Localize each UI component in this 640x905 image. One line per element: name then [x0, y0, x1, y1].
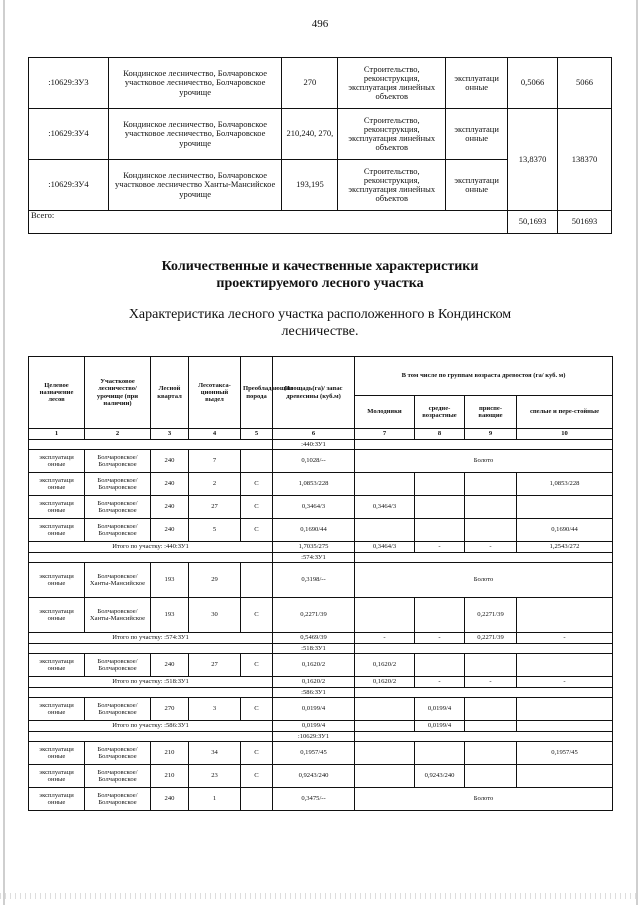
species-cell: С — [241, 765, 273, 788]
section-spacer — [29, 553, 273, 563]
subtotal-mature: - — [517, 677, 613, 688]
section-spacer — [29, 732, 273, 742]
use-cell: эксплуатаци онные — [446, 109, 508, 160]
quarter-cell: 193 — [151, 563, 189, 598]
area-cell: 13,8370 — [508, 109, 558, 211]
species-cell: С — [241, 519, 273, 542]
volume-cell: 138370 — [558, 109, 612, 211]
quarter-cell: 240 — [151, 450, 189, 473]
allotment-cell: 34 — [189, 742, 241, 765]
section-row — [29, 553, 613, 563]
table-row — [29, 698, 613, 721]
scan-left-edge — [3, 0, 5, 905]
middle-cell — [415, 598, 465, 633]
mature-cell — [517, 654, 613, 677]
header-age-groups: В том числе по группам возраста древостоя (га/ куб. м) — [355, 357, 613, 396]
header-area: Площадь(га)/ запас древесины (куб.м) — [273, 357, 355, 429]
header-purpose: Целевое назначение лесов — [29, 357, 85, 429]
subtotal-label: Итого по участку: :586:ЗУ1 — [29, 721, 273, 732]
subtotal-middle: 0,0199/4 — [415, 721, 465, 732]
section-code: :574:ЗУ1 — [273, 553, 355, 563]
species-cell — [241, 788, 273, 811]
subtotal-label: Итого по участку: :574:ЗУ1 — [29, 633, 273, 644]
section-spacer — [29, 440, 273, 450]
purpose-cell: эксплуатаци онные — [29, 654, 85, 677]
table-body — [29, 440, 613, 811]
mature-cell: 1,0853/228 — [517, 473, 613, 496]
district-cell: Болчаровское/ Ханты-Мансийское — [85, 563, 151, 598]
total-area: 50,1693 — [508, 211, 558, 234]
species-cell — [241, 450, 273, 473]
area-cell: 0,1620/2 — [273, 654, 355, 677]
col-number: 9 — [465, 429, 517, 440]
section-heading-line1: Количественные и качественные характеристики — [161, 259, 479, 274]
species-cell: С — [241, 598, 273, 633]
purpose-cell: эксплуатаци онные — [29, 519, 85, 542]
header-row — [29, 357, 613, 396]
sub-heading-line1: Характеристика лесного участка расположенного в Кондинском — [128, 307, 512, 322]
district-cell: Болчаровское/ Ханты-Мансийское — [85, 598, 151, 633]
area-cell: 0,5066 — [508, 58, 558, 109]
section-spacer — [355, 553, 613, 563]
premature-cell — [465, 698, 517, 721]
purpose-cell: эксплуатаци онные — [29, 765, 85, 788]
section-heading-line2: проектируемого лесного участка — [216, 276, 424, 291]
total-row — [29, 211, 612, 234]
table-row — [29, 654, 613, 677]
subtotal-label: Итого по участку: :440:ЗУ1 — [29, 542, 273, 553]
allotment-cell: 5 — [189, 519, 241, 542]
area-cell: 0,0199/4 — [273, 698, 355, 721]
premature-cell — [465, 765, 517, 788]
scan-footer-noise — [0, 893, 640, 899]
young-cell — [355, 473, 415, 496]
purpose-cell: эксплуатаци онные — [29, 698, 85, 721]
quarter-cell: 240 — [151, 788, 189, 811]
young-cell — [355, 698, 415, 721]
table-row — [29, 598, 613, 633]
volume-cell: 5066 — [558, 58, 612, 109]
middle-cell: 0,9243/240 — [415, 765, 465, 788]
swamp-cell: Болото — [355, 788, 613, 811]
table-row — [29, 450, 613, 473]
sub-heading — [0, 306, 640, 340]
section-row — [29, 688, 613, 698]
table-row — [29, 109, 612, 160]
quarter-cell: 210 — [151, 765, 189, 788]
premature-cell — [465, 473, 517, 496]
total-label: Всего: — [29, 211, 508, 234]
subtotal-mature: 1,2543/272 — [517, 542, 613, 553]
area-cell: 1,0853/228 — [273, 473, 355, 496]
quarter-cell: 240 — [151, 654, 189, 677]
table-row — [29, 519, 613, 542]
purpose-cell: эксплуатаци онные — [29, 598, 85, 633]
subtotal-area: 0,1620/2 — [273, 677, 355, 688]
mature-cell — [517, 598, 613, 633]
mature-cell — [517, 765, 613, 788]
section-code: :518:ЗУ1 — [273, 644, 355, 654]
district-cell: Болчаровское/ Болчаровское — [85, 473, 151, 496]
premature-cell — [465, 654, 517, 677]
subtotal-premature: 0,2271/39 — [465, 633, 517, 644]
allotment-cell: 2 — [189, 473, 241, 496]
quarter-cell: 210 — [151, 742, 189, 765]
swamp-cell: Болото — [355, 450, 613, 473]
table-row — [29, 496, 613, 519]
young-cell: 0,1620/2 — [355, 654, 415, 677]
plot-id: :10629:ЗУ4 — [29, 160, 109, 211]
allotment-cell: 30 — [189, 598, 241, 633]
total-volume: 501693 — [558, 211, 612, 234]
mature-cell: 0,1690/44 — [517, 519, 613, 542]
use-cell: эксплуатаци онные — [446, 58, 508, 109]
area-cell: 0,9243/240 — [273, 765, 355, 788]
subtotal-premature — [465, 721, 517, 732]
section-spacer — [355, 440, 613, 450]
mature-cell — [517, 698, 613, 721]
subtotal-premature: - — [465, 542, 517, 553]
subtotal-premature: - — [465, 677, 517, 688]
district-cell: Болчаровское/ Болчаровское — [85, 698, 151, 721]
allotment-cell: 1 — [189, 788, 241, 811]
area-cell: 0,3198/-- — [273, 563, 355, 598]
subtotal-label: Итого по участку: :518:ЗУ1 — [29, 677, 273, 688]
forestry-cell: Кондинское лесничество, Болчаровское участковое лесничество, Болчаровское урочище — [108, 58, 282, 109]
section-spacer — [29, 644, 273, 654]
young-cell: 0,3464/3 — [355, 496, 415, 519]
area-cell: 0,3464/3 — [273, 496, 355, 519]
allotment-cell: 29 — [189, 563, 241, 598]
subtotal-middle: - — [415, 677, 465, 688]
subtotal-young: 0,1620/2 — [355, 677, 415, 688]
premature-cell: 0,2271/39 — [465, 598, 517, 633]
section-heading — [0, 258, 640, 292]
area-cell: 0,1028/-- — [273, 450, 355, 473]
subtotal-row — [29, 677, 613, 688]
header-mature: спелые и пере-стойные — [517, 396, 613, 429]
plot-id: :10629:ЗУ3 — [29, 58, 109, 109]
district-cell: Болчаровское/ Болчаровское — [85, 742, 151, 765]
col-number: 2 — [85, 429, 151, 440]
quarter-cell: 270 — [151, 698, 189, 721]
forestry-cell: Кондинское лесничество, Болчаровское участковое лесничество Ханты-Мансийское урочище — [108, 160, 282, 211]
middle-cell — [415, 654, 465, 677]
mature-cell: 0,1957/45 — [517, 742, 613, 765]
col-number: 1 — [29, 429, 85, 440]
table-row — [29, 742, 613, 765]
col-number: 10 — [517, 429, 613, 440]
col-number: 3 — [151, 429, 189, 440]
use-cell: эксплуатаци онные — [446, 160, 508, 211]
section-code: :586:ЗУ1 — [273, 688, 355, 698]
young-cell — [355, 742, 415, 765]
header-district: Участковое лесничество/урочище (при наличии) — [85, 357, 151, 429]
table-row — [29, 563, 613, 598]
purpose-cell: эксплуатаци онные — [29, 563, 85, 598]
section-spacer — [355, 732, 613, 742]
district-cell: Болчаровское/ Болчаровское — [85, 496, 151, 519]
col-number: 5 — [241, 429, 273, 440]
species-cell: С — [241, 698, 273, 721]
middle-cell — [415, 496, 465, 519]
young-cell — [355, 519, 415, 542]
section-code: :440:ЗУ1 — [273, 440, 355, 450]
area-cell: 0,1957/45 — [273, 742, 355, 765]
purpose-cell: эксплуатаци онные — [29, 788, 85, 811]
species-cell: С — [241, 742, 273, 765]
district-cell: Болчаровское/ Болчаровское — [85, 450, 151, 473]
middle-cell: 0,0199/4 — [415, 698, 465, 721]
header-allotment: Лесотакса-ционный выдел — [189, 357, 241, 429]
district-cell: Болчаровское/ Болчаровское — [85, 654, 151, 677]
section-row — [29, 644, 613, 654]
area-cell: 0,1690/44 — [273, 519, 355, 542]
subtotal-young: - — [355, 633, 415, 644]
district-cell: Болчаровское/ Болчаровское — [85, 519, 151, 542]
forest-characteristics-table — [28, 356, 613, 811]
allotment-cell: 27 — [189, 496, 241, 519]
page-number: 496 — [311, 18, 329, 30]
species-cell — [241, 563, 273, 598]
middle-cell — [415, 473, 465, 496]
section-spacer — [29, 688, 273, 698]
subtotal-mature — [517, 721, 613, 732]
quarter-cell: 270 — [282, 58, 338, 109]
section-spacer — [355, 644, 613, 654]
species-cell: С — [241, 496, 273, 519]
quarter-cell: 240 — [151, 473, 189, 496]
header-middle: средне-возрастные — [415, 396, 465, 429]
subtotal-area: 0,0199/4 — [273, 721, 355, 732]
allotment-cell: 23 — [189, 765, 241, 788]
premature-cell — [465, 519, 517, 542]
subtotal-row — [29, 633, 613, 644]
forestry-cell: Кондинское лесничество, Болчаровское участковое лесничество, Болчаровское урочище — [108, 109, 282, 160]
section-code: :10629:ЗУ1 — [273, 732, 355, 742]
species-cell: С — [241, 654, 273, 677]
col-number: 7 — [355, 429, 415, 440]
swamp-cell: Болото — [355, 563, 613, 598]
young-cell — [355, 765, 415, 788]
section-spacer — [355, 688, 613, 698]
table-row — [29, 765, 613, 788]
section-row — [29, 440, 613, 450]
young-cell — [355, 598, 415, 633]
col-number: 8 — [415, 429, 465, 440]
allotment-cell: 3 — [189, 698, 241, 721]
purpose-cell: Строительство, реконструкция, эксплуатация линейных объектов — [338, 58, 446, 109]
section-row — [29, 732, 613, 742]
table-row — [29, 473, 613, 496]
subtotal-young: 0,3464/3 — [355, 542, 415, 553]
purpose-cell: эксплуатаци онные — [29, 742, 85, 765]
premature-cell — [465, 742, 517, 765]
quarter-cell: 240 — [151, 496, 189, 519]
header-young: Молодняки — [355, 396, 415, 429]
species-cell: С — [241, 473, 273, 496]
subtotal-area: 1,7035/275 — [273, 542, 355, 553]
quarter-cell: 193 — [151, 598, 189, 633]
subtotal-row — [29, 542, 613, 553]
header-species: Преобладающая порода — [241, 357, 273, 429]
subtotal-young — [355, 721, 415, 732]
area-cell: 0,2271/39 — [273, 598, 355, 633]
purpose-cell: Строительство, реконструкция, эксплуатация линейных объектов — [338, 109, 446, 160]
table-row — [29, 788, 613, 811]
sub-heading-line2: лесничестве. — [281, 324, 359, 339]
column-number-row — [29, 429, 613, 440]
scan-right-edge — [636, 0, 638, 905]
col-number: 6 — [273, 429, 355, 440]
area-cell: 0,3475/-- — [273, 788, 355, 811]
col-number: 4 — [189, 429, 241, 440]
plot-id: :10629:ЗУ4 — [29, 109, 109, 160]
quarter-cell: 193,195 — [282, 160, 338, 211]
subtotal-mature: - — [517, 633, 613, 644]
quarter-cell: 210,240, 270, — [282, 109, 338, 160]
header-premature: приспе-вающие — [465, 396, 517, 429]
subtotal-row — [29, 721, 613, 732]
purpose-cell: эксплуатаци онные — [29, 496, 85, 519]
purpose-cell: эксплуатаци онные — [29, 450, 85, 473]
subtotal-middle: - — [415, 633, 465, 644]
allotment-cell: 7 — [189, 450, 241, 473]
middle-cell — [415, 742, 465, 765]
allotment-cell: 27 — [189, 654, 241, 677]
quarter-cell: 240 — [151, 519, 189, 542]
purpose-cell: Строительство, реконструкция, эксплуатация линейных объектов — [338, 160, 446, 211]
district-cell: Болчаровское/ Болчаровское — [85, 788, 151, 811]
middle-cell — [415, 519, 465, 542]
premature-cell — [465, 496, 517, 519]
district-cell: Болчаровское/ Болчаровское — [85, 765, 151, 788]
mature-cell — [517, 496, 613, 519]
purpose-cell: эксплуатаци онные — [29, 473, 85, 496]
subtotal-middle: - — [415, 542, 465, 553]
header-quarter: Лесной квартал — [151, 357, 189, 429]
subtotal-area: 0,5469/39 — [273, 633, 355, 644]
summary-table — [28, 57, 612, 234]
table-row — [29, 58, 612, 109]
